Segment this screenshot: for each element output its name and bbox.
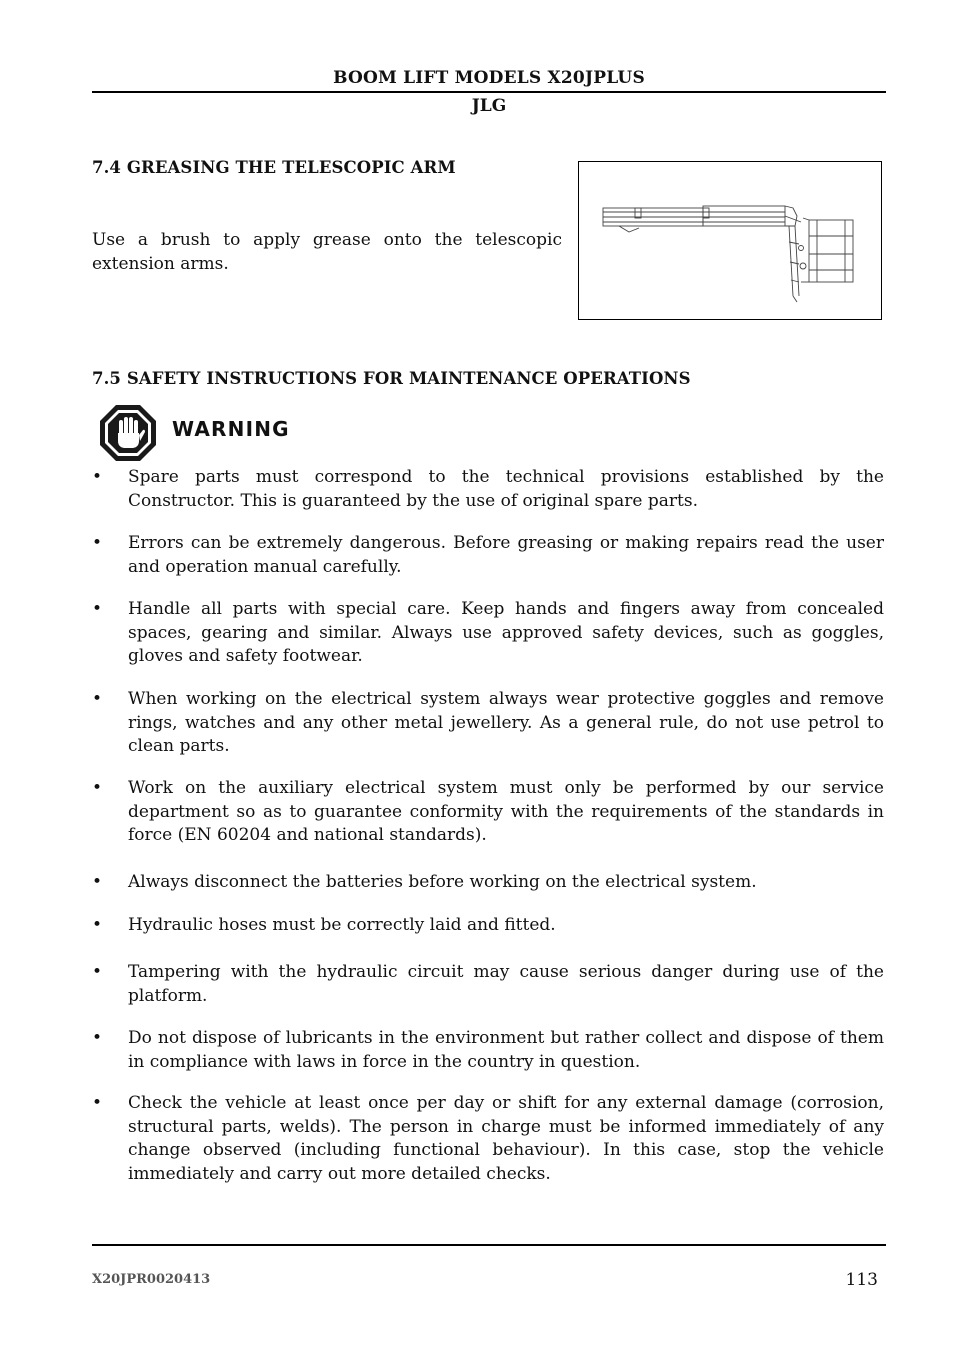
- bullet-text: Always disconnect the batteries before working on the electrical system.: [128, 872, 757, 892]
- stop-hand-octagon-icon: [98, 403, 158, 463]
- bullet-marker: •: [92, 689, 103, 709]
- bullet-marker: •: [92, 533, 103, 553]
- bullet-text: Do not dispose of lubricants in the environment but rather collect and dispose of them in compliance with laws in force in the country in question.: [128, 1028, 884, 1072]
- bullet-text: Errors can be extremely dangerous. Before greasing or making repairs read the user and operation manual carefully.: [128, 533, 884, 577]
- list-item: [92, 532, 884, 579]
- bullet-marker: •: [92, 599, 103, 619]
- bullet-text: Handle all parts with special care. Keep hands and fingers away from concealed spaces, gearing and similar. Always use approved safety devices, such as goggles, gloves and safety footwear.: [128, 599, 884, 666]
- list-item: [92, 688, 884, 759]
- section-74-body: Use a brush to apply grease onto the telescopic extension arms.: [92, 230, 562, 274]
- list-item: [92, 598, 884, 669]
- bullet-marker: •: [92, 1028, 103, 1048]
- section-75-heading: 7.5 SAFETY INSTRUCTIONS FOR MAINTENANCE OPERATIONS: [92, 369, 691, 388]
- list-item: [92, 961, 884, 1008]
- bullet-marker: •: [92, 962, 103, 982]
- bullet-marker: •: [92, 1093, 103, 1113]
- bullet-text: Work on the auxiliary electrical system must only be performed by our service department so as to guarantee conformity with the requirements of the standards in force (EN 60204 and national standards).: [128, 778, 884, 845]
- document-code: X20JPR0020413: [92, 1272, 211, 1287]
- bullet-marker: •: [92, 915, 103, 935]
- list-item: [92, 1092, 884, 1186]
- list-item: [92, 1027, 884, 1074]
- telescopic-arm-figure: [578, 161, 882, 320]
- bullet-text: Check the vehicle at least once per day or shift for any external damage (corrosion, structural parts, welds). The person in charge must be informed immediately of any change observed (including functional behaviour). In this case, stop the vehicle immediately and carry out more detailed checks.: [128, 1093, 884, 1184]
- footer-rule: [92, 1244, 886, 1246]
- telescopic-arm-drawing: [579, 162, 881, 319]
- running-header-brand: JLG: [471, 96, 507, 116]
- bullet-text: Hydraulic hoses must be correctly laid and fitted.: [128, 915, 556, 935]
- running-header-title: BOOM LIFT MODELS X20JPLUS: [333, 68, 645, 88]
- bullet-marker: •: [92, 778, 103, 798]
- warning-label: WARNING: [172, 417, 290, 441]
- list-item: [92, 777, 884, 848]
- page-number: 113: [845, 1270, 878, 1290]
- bullet-marker: •: [92, 872, 103, 892]
- bullet-marker: •: [92, 467, 103, 487]
- bullet-text: Tampering with the hydraulic circuit may cause serious danger during use of the platform.: [128, 962, 884, 1006]
- header-rule: [92, 91, 886, 93]
- section-74-heading: 7.4 GREASING THE TELESCOPIC ARM: [92, 158, 456, 177]
- list-item: [92, 914, 884, 938]
- list-item: [92, 871, 884, 895]
- list-item: [92, 466, 884, 513]
- bullet-text: When working on the electrical system always wear protective goggles and remove rings, watches and any other metal jewellery. As a general rule, do not use petrol to clean parts.: [128, 689, 884, 756]
- bullet-text: Spare parts must correspond to the technical provisions established by the Constructor. This is guaranteed by the use of original spare parts.: [128, 467, 884, 511]
